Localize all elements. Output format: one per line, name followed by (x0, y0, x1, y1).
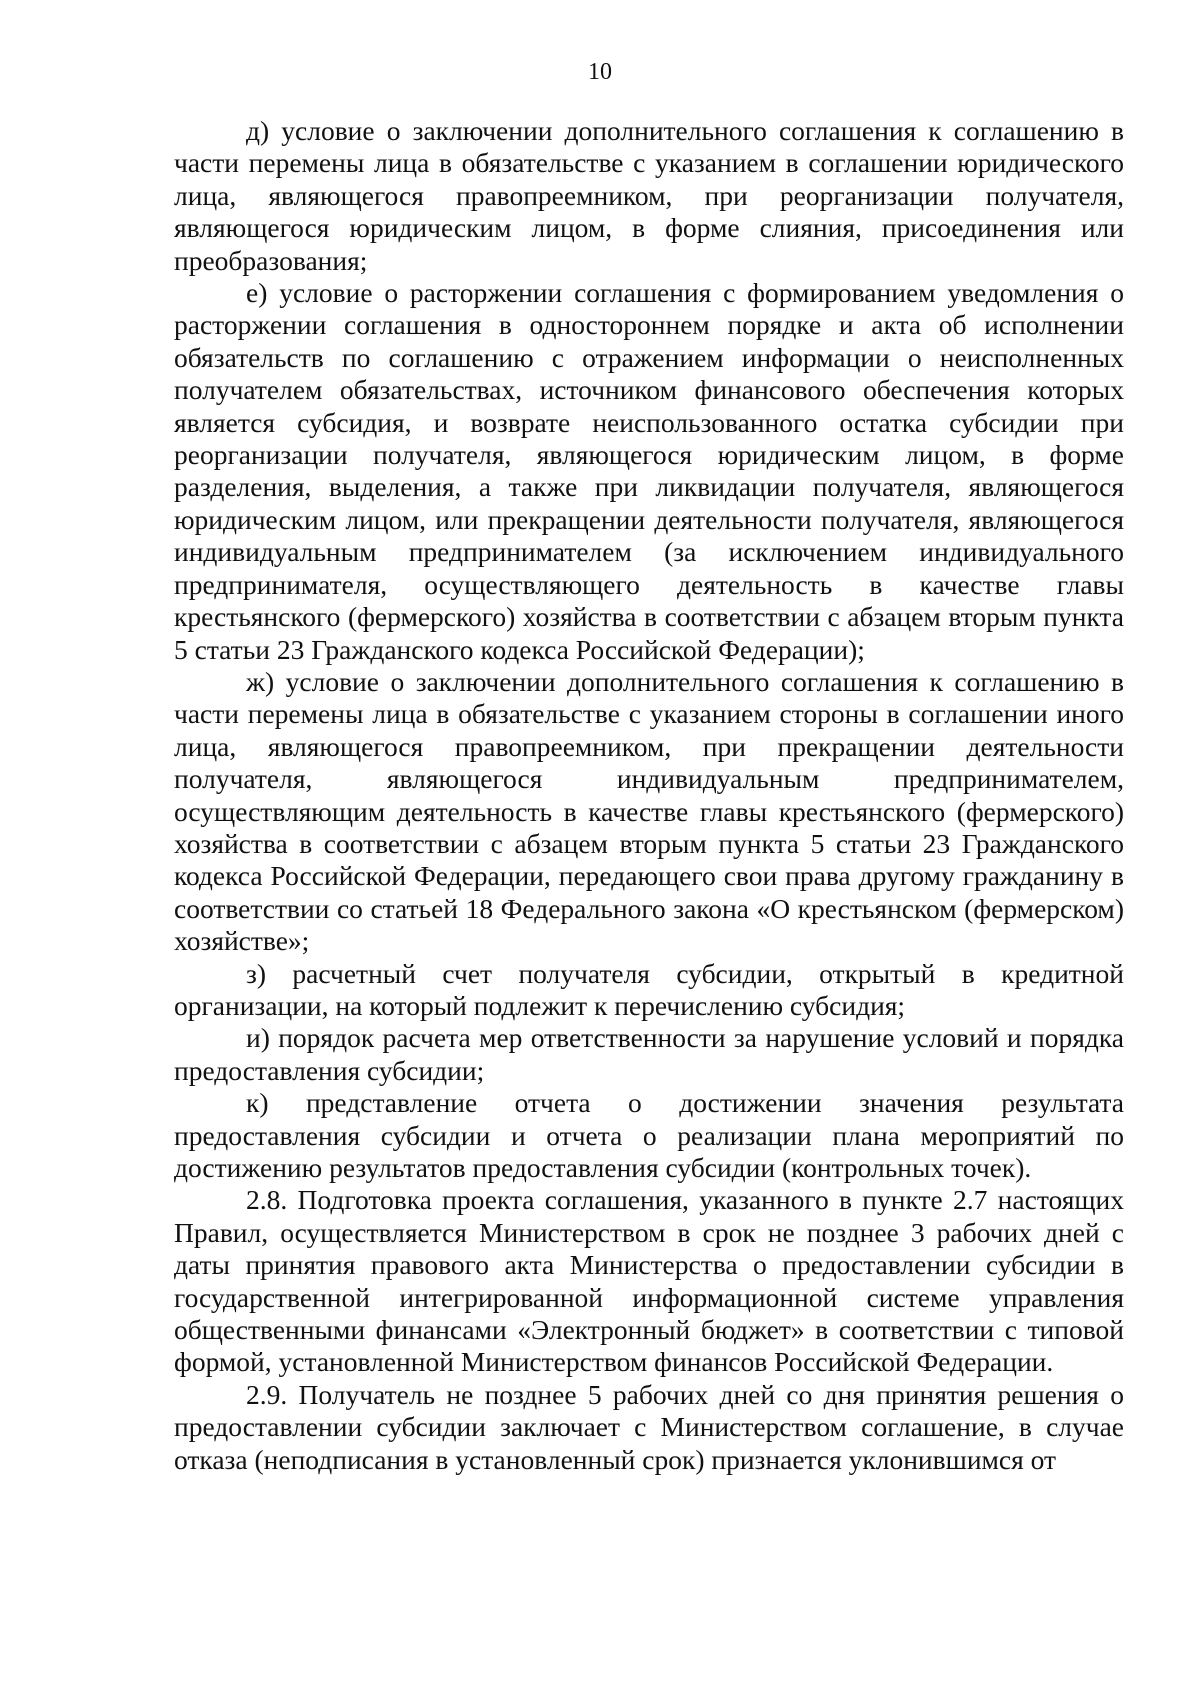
paragraph-z: з) расчетный счет получателя субсидии, открытый в кредитной организации, на который подлежит к перечислению субсидия; (174, 957, 1124, 1021)
paragraph-i: и) порядок расчета мер ответственности за нарушение условий и порядка предоставления субсидии; (174, 1022, 1124, 1086)
paragraph-k: к) представление отчета о достижении значения результата предоставления субсидии и отчета о реализации плана мероприятий по достижению результатов предоставления субсидии (контрольных точек). (174, 1087, 1124, 1183)
document-body (174, 115, 1124, 1476)
paragraph-d: д) условие о заключении дополнительного соглашения к соглашению в части перемены лица в обязательстве с указанием в соглашении юридического лица, являющегося правопреемником, при реорганизации получателя, являющегося юридическим лицом, в форме слияния, присоединения или преобразования; (174, 115, 1124, 276)
paragraph-2-9: 2.9. Получатель не позднее 5 рабочих дней со дня принятия решения о предоставлении субсидии заключает с Министерством соглашение, в случае отказа (неподписания в установленный срок) признается уклонившимся от (174, 1378, 1124, 1475)
paragraph-e: е) условие о расторжении соглашения с формированием уведомления о расторжении соглашения в одностороннем порядке и акта об исполнении обязательств по соглашению с отражением информации о неисполненных получателем обязательствах, источником финансового обеспечения которых является субсидия, и возврате неиспользованного остатка субсидии при реорганизации получателя, являющегося юридическим лицом, в форме разделения, выделения, а также при ликвидации получателя, являющегося юридическим лицом, или прекращении деятельности получателя, являющегося индивидуальным предпринимателем (за исключением индивидуального предпринимателя, осуществляющего деятельность в качестве главы крестьянского (фермерского) хозяйства в соответствии с абзацем вторым пункта 5 статьи 23 Гражданского кодекса Российской Федерации); (174, 277, 1124, 665)
paragraph-zh: ж) условие о заключении дополнительного соглашения к соглашению в части перемены лица в обязательстве с указанием стороны в соглашении иного лица, являющегося правопреемником, при прекращении деятельности получателя, являющегося индивидуальным предпринимателем, осуществляющим деятельность в качестве главы крестьянского (фермерского) хозяйства в соответствии с абзацем вторым пункта 5 статьи 23 Гражданского кодекса Российской Федерации, передающего свои права другому гражданину в соответствии со статьей 18 Федерального закона «О крестьянском (фермерском) хозяйстве»; (174, 665, 1124, 957)
paragraph-2-8: 2.8. Подготовка проекта соглашения, указанного в пункте 2.7 настоящих Правил, осуществляется Министерством в срок не позднее 3 рабочих дней с даты принятия правового акта Министерства о предоставлении субсидии в государственной интегрированной информационной системе управления общественными финансами «Электронный бюджет» в соответствии с типовой формой, установленной Министерством финансов Российской Федерации. (174, 1184, 1124, 1378)
page-number: 10 (588, 59, 612, 85)
